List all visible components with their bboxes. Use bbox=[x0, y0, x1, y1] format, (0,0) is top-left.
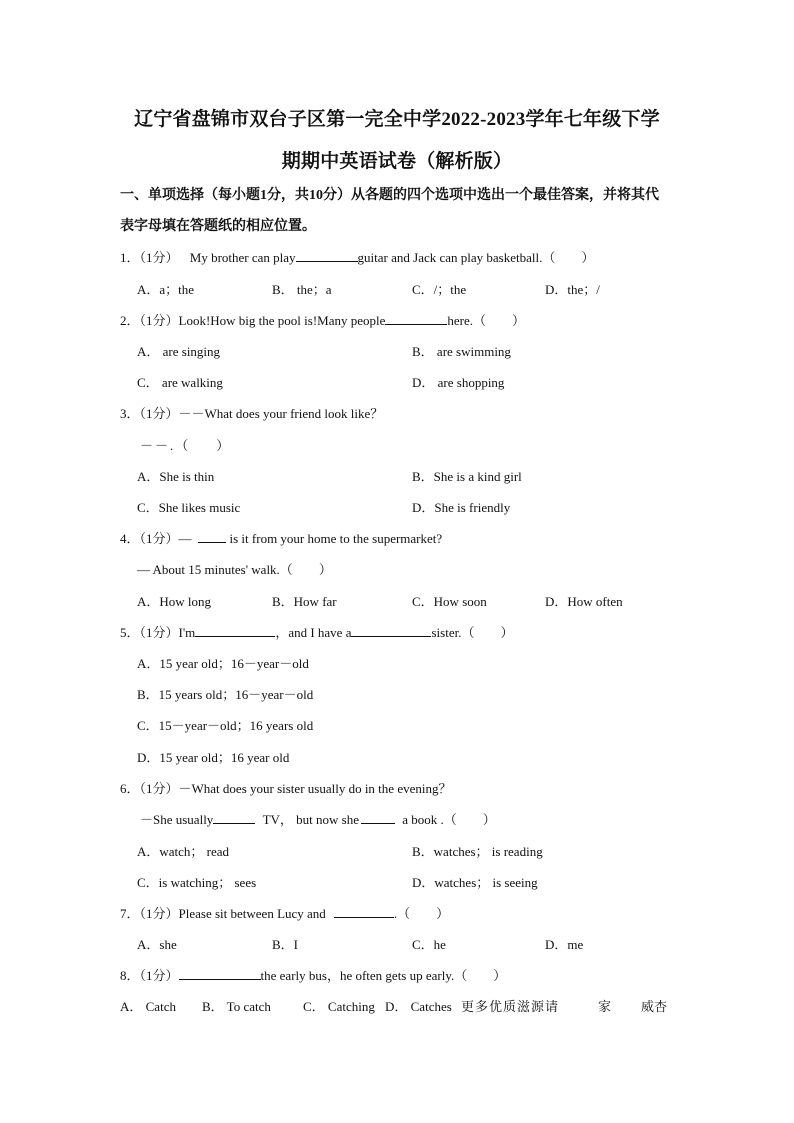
section-heading-line-2: 表字母填在答题纸的相应位置。 bbox=[120, 219, 316, 234]
question-stem: guitar and Jack can play basketball.（ bbox=[357, 250, 556, 265]
option-a: A． Catch bbox=[120, 999, 176, 1014]
question-paren-close: ） bbox=[493, 968, 507, 983]
option-a: A．15 year old；16－year－old bbox=[137, 656, 309, 671]
watermark-text: 更多优质滋源请 bbox=[461, 999, 560, 1014]
option-b: B．She is a kind girl bbox=[412, 469, 522, 484]
option-c: C．She likes music bbox=[137, 500, 241, 515]
answer-line: －She usually bbox=[140, 812, 214, 827]
question-number: 6．（1分） bbox=[120, 781, 179, 796]
document-title-line-1: 辽宁省盘锦市双台子区第一完全中学2022-2023学年七年级下学 bbox=[134, 109, 660, 130]
answer-line: －－.（ bbox=[140, 438, 191, 453]
option-d: D． Catches bbox=[385, 999, 452, 1014]
question-stem: is it from your home to the supermarket? bbox=[229, 531, 443, 546]
question-stem: －What does your sister usually do in the evening？ bbox=[178, 781, 452, 796]
question-5 bbox=[120, 624, 690, 642]
question-number: 8．（1分） bbox=[120, 968, 179, 983]
option-b: B． are swimming bbox=[412, 344, 511, 359]
question-7 bbox=[120, 905, 690, 923]
answer-blank bbox=[179, 967, 261, 980]
answer-blank bbox=[213, 811, 255, 824]
question-paren-close: ） bbox=[318, 562, 332, 577]
question-6 bbox=[120, 780, 690, 798]
answer-line: TV， but now she bbox=[262, 812, 359, 827]
question-3-answer-line bbox=[140, 437, 710, 455]
option-d: D．15 year old；16 year old bbox=[137, 750, 290, 765]
option-c: C．/；the bbox=[412, 282, 467, 297]
question-paren-close: ） bbox=[500, 625, 514, 640]
answer-blank bbox=[351, 624, 431, 637]
option-b: B． To catch bbox=[202, 999, 271, 1014]
watermark-text-3: 威杏 bbox=[641, 999, 668, 1014]
answer-blank bbox=[296, 249, 358, 262]
option-c: C． Catching bbox=[303, 999, 375, 1014]
answer-line: — About 15 minutes' walk.（ bbox=[137, 562, 293, 577]
question-paren-close: ） bbox=[482, 812, 496, 827]
option-d: D．watches； is seeing bbox=[412, 875, 538, 890]
question-6-answer-line bbox=[140, 811, 710, 829]
option-b: B．I bbox=[272, 937, 299, 952]
option-a: A．She is thin bbox=[137, 469, 215, 484]
option-d: D．She is friendly bbox=[412, 500, 511, 515]
question-4 bbox=[120, 530, 690, 548]
answer-blank bbox=[198, 530, 226, 543]
question-stem: the early bus，he often gets up early.（ bbox=[260, 968, 468, 983]
question-stem: I'm bbox=[178, 625, 196, 640]
option-b: B．watches； is reading bbox=[412, 844, 543, 859]
option-c: C．How soon bbox=[412, 594, 487, 609]
option-d: D．me bbox=[545, 937, 584, 952]
option-c: C．he bbox=[412, 937, 446, 952]
section-heading-line-1: 一、单项选择（每小题1分，共10分）从各题的四个选项中选出一个最佳答案，并将其代 bbox=[120, 188, 659, 203]
answer-line: a book .（ bbox=[402, 812, 457, 827]
option-a: A．she bbox=[137, 937, 177, 952]
question-paren-close: ） bbox=[581, 250, 595, 265]
option-b: B． the；a bbox=[272, 282, 332, 297]
section-heading bbox=[120, 180, 680, 242]
option-c: C．is watching； sees bbox=[137, 875, 257, 890]
question-stem: ，and I have a bbox=[275, 625, 352, 640]
question-number: 5．（1分） bbox=[120, 625, 179, 640]
option-a: A． are singing bbox=[137, 344, 221, 359]
answer-blank bbox=[195, 624, 275, 637]
option-d: D． are shopping bbox=[412, 375, 505, 390]
question-paren-close: ） bbox=[512, 313, 526, 328]
option-b: B．How far bbox=[272, 594, 337, 609]
question-8 bbox=[120, 967, 690, 985]
question-paren-close: ） bbox=[216, 438, 230, 453]
question-stem: sister.（ bbox=[431, 625, 475, 640]
question-number: 3．（1分） bbox=[120, 406, 179, 421]
question-number: 4．（1分） bbox=[120, 531, 179, 546]
answer-blank bbox=[334, 905, 394, 918]
option-d: D．How often bbox=[545, 594, 623, 609]
option-a: A．watch； read bbox=[137, 844, 230, 859]
question-stem: Please sit between Lucy and bbox=[178, 906, 326, 921]
option-a: A．How long bbox=[137, 594, 212, 609]
answer-blank bbox=[385, 312, 447, 325]
question-number: 1．（1分） bbox=[120, 250, 179, 265]
watermark-text-2: 家 bbox=[598, 999, 612, 1014]
question-number: 7．（1分） bbox=[120, 906, 179, 921]
answer-blank bbox=[361, 811, 395, 824]
question-stem: －－What does your friend look like？ bbox=[178, 406, 384, 421]
question-stem: Look!How big the pool is!Many people bbox=[178, 313, 386, 328]
option-c: C． are walking bbox=[137, 375, 223, 390]
option-a: A．a；the bbox=[137, 282, 195, 297]
option-b: B．15 years old；16－year－old bbox=[137, 687, 314, 702]
question-paren-close: ） bbox=[436, 906, 450, 921]
document-title-line-2: 期期中英语试卷（解析版） bbox=[281, 151, 513, 172]
option-c: C．15－year－old；16 years old bbox=[137, 718, 314, 733]
question-stem: — bbox=[178, 531, 192, 546]
question-stem: here.（ bbox=[447, 313, 487, 328]
question-stem: My brother can play bbox=[189, 250, 296, 265]
option-d: D．the；/ bbox=[545, 282, 600, 297]
question-2 bbox=[120, 312, 690, 330]
question-4-answer-line bbox=[137, 561, 707, 579]
question-1 bbox=[120, 249, 690, 267]
question-3 bbox=[120, 405, 690, 423]
question-number: 2．（1分） bbox=[120, 313, 179, 328]
question-stem: .（ bbox=[393, 906, 411, 921]
